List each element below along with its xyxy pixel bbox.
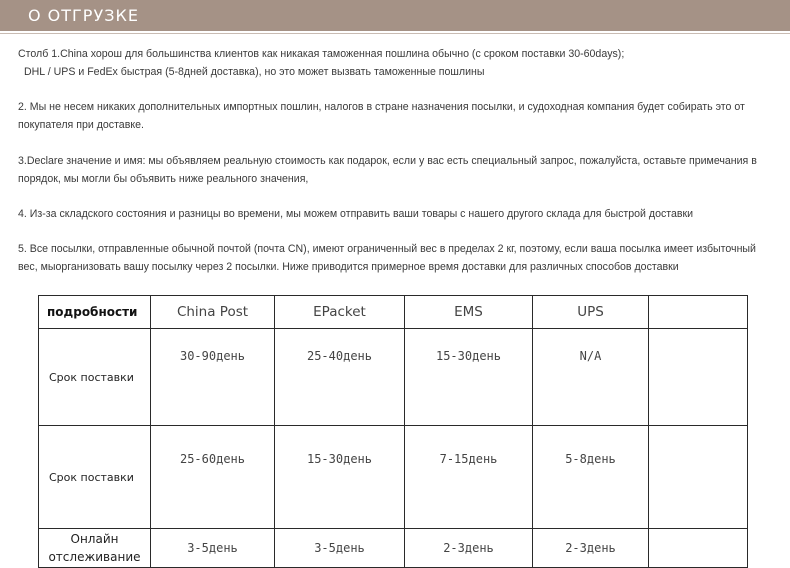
paragraph-4: 4. Из-за складского состояния и разницы во времени, мы можем отправить ваши товары с нашего другого склада для быстрой доставки [18,208,694,220]
table-cell: 30-90день [151,329,275,426]
paragraph-1-line-1: Столб 1.China хорош для большинства клиентов как никакая таможенная пошлина обычно (с сроком поставки 30-60days); [18,48,625,60]
table-row [39,426,748,529]
banner-divider [0,33,790,34]
table-cell: 15-30день [275,426,405,529]
table-cell [649,329,748,426]
paragraph-1 [18,45,778,81]
table-header-cell: China Post [151,296,275,329]
row-label: Срок поставки [39,329,151,426]
table-cell [649,529,748,568]
table-header-cell [649,296,748,329]
table-cell: 3-5день [275,529,405,568]
table-cell: 25-60день [151,426,275,529]
paragraph-3: 3.Declare значение и имя: мы объявляем реальную стоимость как подарок, если у вас есть специальный запрос, пожалуйста, оставьте примечания в порядок, мы могли бы объявить ниже реального значения, [18,155,757,185]
paragraph-2: 2. Мы не несем никаких дополнительных импортных пошлин, налогов в стране назначения посылки, и судоходная компания будет собирать это от покупателя при доставке. [18,101,745,131]
table-cell: N/A [533,329,649,426]
section-banner [0,0,790,31]
table-header-row [39,296,748,329]
table-cell: 2-3день [533,529,649,568]
table-row [39,529,748,568]
shipping-table [38,295,748,568]
table-cell: 7-15день [405,426,533,529]
table-cell: 25-40день [275,329,405,426]
paragraph-5: 5. Все посылки, отправленные обычной почтой (почта CN), имеют ограниченный вес в пределах 2 кг, поэтому, если ваша посылка имеет избыточный вес, мыорганизовать вашу посылку через 2 посылки. Ниже приводится примерное время доставки для различных способов доставки [18,243,756,273]
table-cell: 5-8день [533,426,649,529]
table-cell [649,426,748,529]
row-label-line-2: отслеживание [48,550,141,564]
table-header-cell: UPS [533,296,649,329]
row-label-line-1: Онлайн [70,532,119,546]
table-header-cell: EPacket [275,296,405,329]
row-label [39,529,151,568]
table-cell: 3-5день [151,529,275,568]
row-label: Срок поставки [39,426,151,529]
paragraph-1-line-2: DHL / UPS и FedEx быстрая (5-8дней доставка), но это может вызвать таможенные пошлины [24,66,485,78]
table-row [39,329,748,426]
section-title: О ОТГРУЗКЕ [28,6,139,25]
table-cell: 2-3день [405,529,533,568]
table-header-cell: EMS [405,296,533,329]
table-header-cell: подробности [39,296,151,329]
table-cell: 15-30день [405,329,533,426]
